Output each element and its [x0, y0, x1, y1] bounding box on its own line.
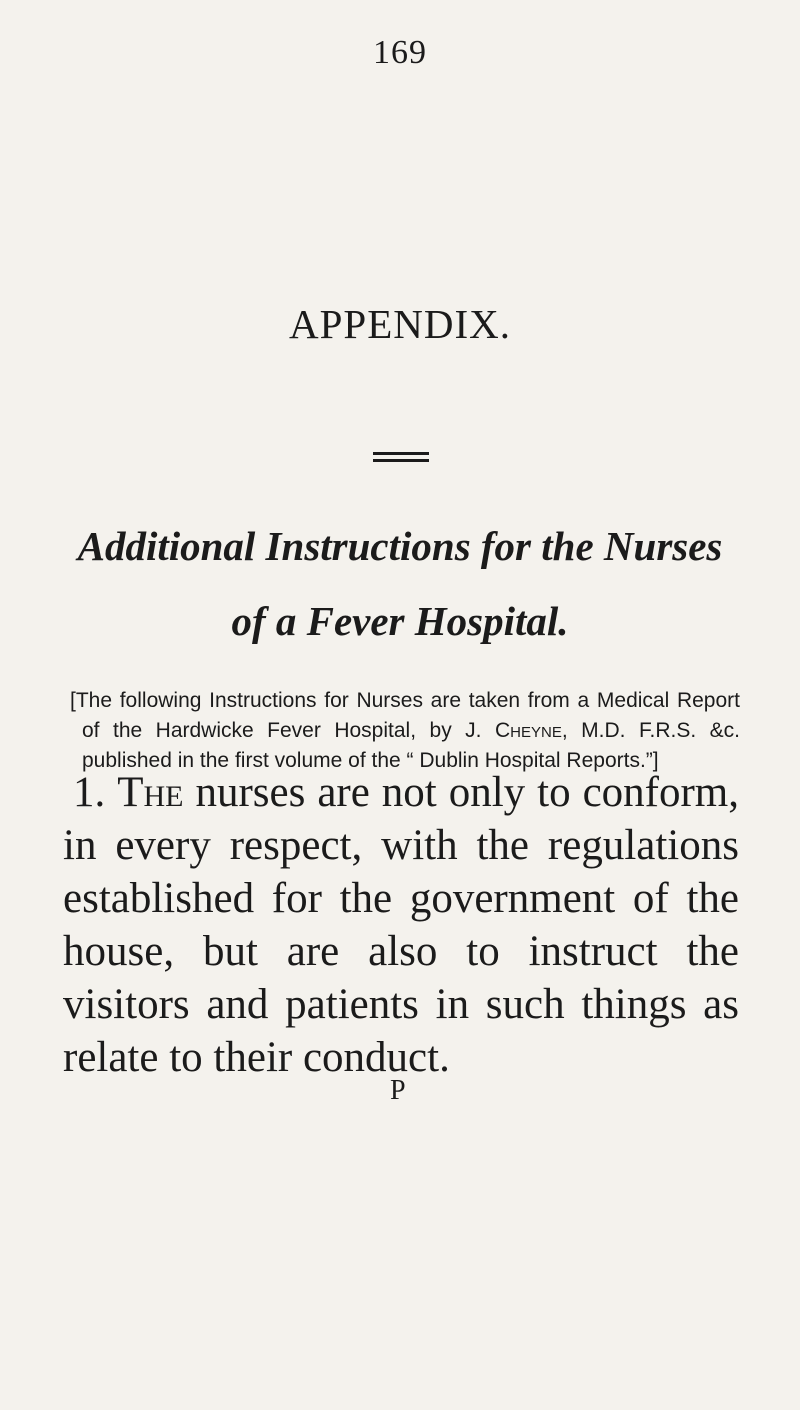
paragraph-lead-word: The — [117, 769, 184, 816]
subtitle-line-2: of a Fever Hospital. — [231, 598, 569, 644]
editorial-note — [70, 686, 740, 776]
paragraph-number: 1. — [73, 769, 118, 816]
note-text-start: [The following Instructions for Nurses are taken from a Medical Report of the Hardwicke Fever Hospital, by J. — [70, 689, 740, 742]
paragraph-body: nurses are not only to conform, in every respect, with the regulations established for the government of the house, but are also to instruct the visitors and patients in such things as relate to their conduct. — [63, 769, 740, 1081]
page-number: 169 — [373, 34, 427, 71]
double-rule-top — [373, 452, 429, 455]
subtitle-line-1: Additional Instructions for the Nurses — [77, 523, 723, 569]
catchword-signature: P — [390, 1075, 406, 1106]
note-text-end: , M.D. F.R.S. &c. published in the first volume of the “ Dublin Hospital Reports.”] — [82, 719, 740, 772]
note-author: Cheyne — [495, 719, 562, 742]
instruction-paragraph-1 — [63, 766, 739, 1084]
double-rule-bottom — [373, 459, 429, 462]
appendix-heading: APPENDIX. — [289, 301, 511, 347]
